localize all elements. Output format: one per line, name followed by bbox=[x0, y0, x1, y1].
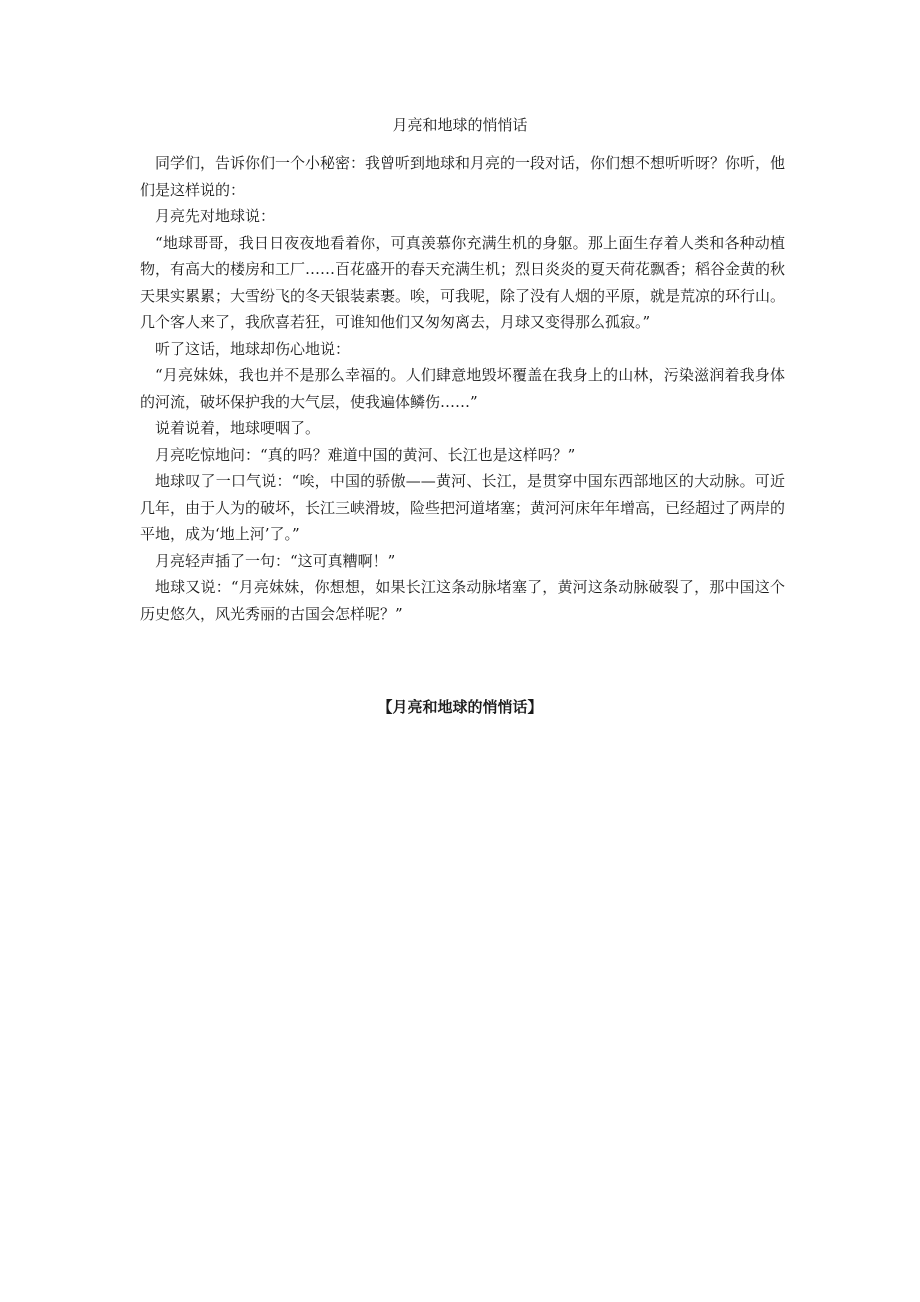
paragraph: 同学们，告诉你们一个小秘密：我曾听到地球和月亮的一段对话，你们想不想听听呀？你听，他们是这样说的： bbox=[140, 154, 786, 199]
paragraph: “地球哥哥，我日日夜夜地看着你，可真羡慕你充满生机的身躯。那上面生存着人类和各种动植物，有高大的楼房和工厂……百花盛开的春天充满生机；烈日炎炎的夏天荷花飘香；稻谷金黄的秋天果实累累；大雪纷飞的冬天银装素裹。唉，可我呢，除了没有人烟的平原，就是荒凉的环行山。几个客人来了，我欣喜若狂，可谁知他们又匆匆离去，月球又变得那么孤寂。” bbox=[140, 233, 786, 331]
footer-title: 【月亮和地球的悄悄话】 bbox=[377, 698, 543, 716]
paragraph: 月亮轻声插了一句：“这可真糟啊！” bbox=[155, 551, 396, 570]
paragraph: 地球叹了一口气说：“唉，中国的骄傲——黄河、长江，是贯穿中国东西部地区的大动脉。可近几年，由于人为的破坏，长江三峡滑坡，险些把河道堵塞；黄河河床年年增高，已经超过了两岸的平地，成为‘地上河’了。” bbox=[140, 472, 786, 543]
paragraph: 听了这话，地球却伤心地说： bbox=[155, 339, 351, 358]
paragraph: 月亮先对地球说： bbox=[155, 207, 276, 225]
document-title: 月亮和地球的悄悄话 bbox=[392, 116, 528, 134]
paragraph: 月亮吃惊地问：“真的吗？难道中国的黄河、长江也是这样吗？” bbox=[155, 445, 576, 464]
paragraph: 说着说着，地球哽咽了。 bbox=[155, 419, 321, 437]
paragraph: “月亮妹妹，我也并不是那么幸福的。人们肆意地毁坏覆盖在我身上的山林，污染滋润着我身体的河流，破坏保护我的大气层，使我遍体鳞伤……” bbox=[140, 366, 785, 411]
paragraph: 地球又说：“月亮妹妹，你想想，如果长江这条动脉堵塞了，黄河这条动脉破裂了，那中国这个历史悠久，风光秀丽的古国会怎样呢？” bbox=[140, 578, 785, 623]
document-body bbox=[140, 150, 785, 627]
